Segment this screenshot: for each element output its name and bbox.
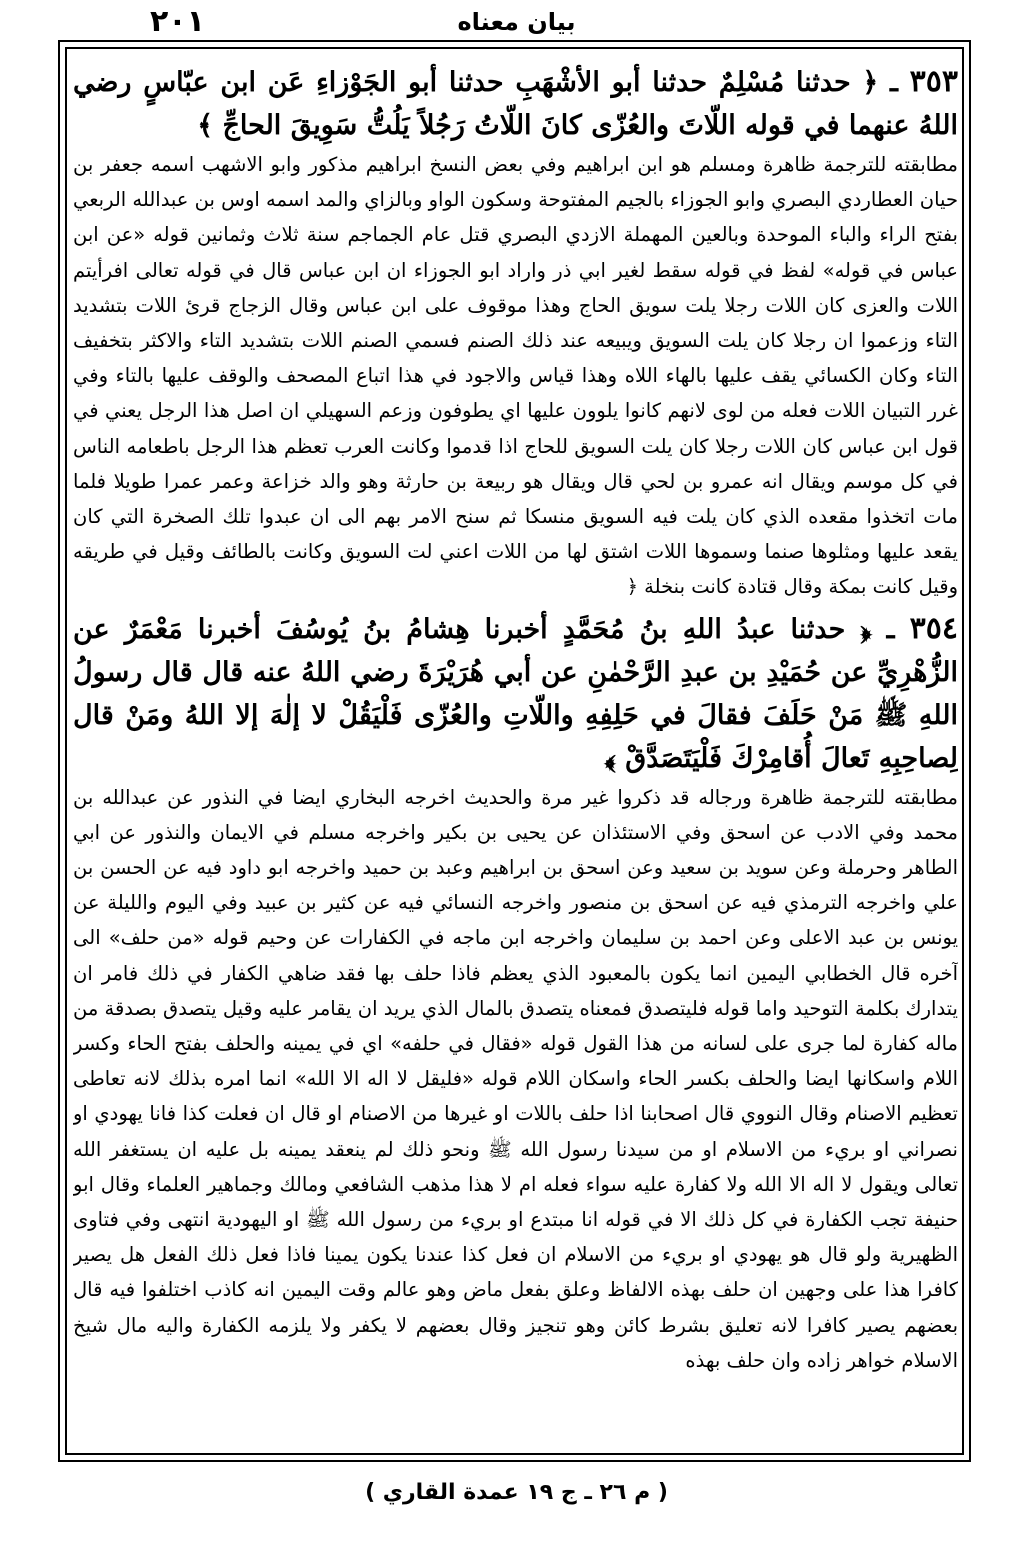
commentary-353: مطابقته للترجمة ظاهرة ومسلم هو ابن ابراهيم وفي بعض النسخ ابراهيم مذكور وابو الاشهب اسمه جعفر بن حيان العطاردي البصري وابو الجوزاء بالجيم المفتوحة وسكون الواو وبالزاي والمد اسمه اوس بن عبدالله الربعي بفتح الراء والباء الموحدة وبالعين المهملة الازدي البصري قتل عام الجماجم سنة ثلاث وثمانين قوله «عن ابن عباس في قوله» لفظ في قوله سقط لغير ابي ذر واراد ابو الجوزاء ان ابن عباس قال في قوله تعالى افرأيتم اللات والعزى كان اللات رجلا يلت سويق الحاج وهذا موقوف على ابن عباس وقال الزجاج قرئ اللات بتشديد التاء وزعموا ان رجلا كان يلت السويق ويبيعه عند ذلك الصنم فسمي الصنم اللات بتشديد التاء والاكثر بتخفيف التاء وكان الكسائي يقف عليها بالهاء اللاه وهذا قياس والاجود في هذا اتباع المصحف والوقف عليها بالتاء وفي غرر التبيان اللات فعله من لوى لانهم كانوا يلوون عليها اي يطوفون وزعم السهيلي ان اصل هذا الرجل يعني في قول ابن عباس كان اللات رجلا كان يلت السويق للحاج اذا قدموا وكانت العرب تعظم هذا الرجل باطعامه الناس في كل موسم ويقال انه عمرو بن لحي قال ويقال هو ربيعة بن حارثة وهو والد خزاعة وعمر عمرا طويلا فلما مات اتخذوا مقعده الذي كان يلت فيه السويق منسكا ثم سنح الامر بهم الى ان عبدوا تلك الصخرة التي كان يقعد عليها ومثلوها صنما وسموها اللات اشتق لها من اللات اعني لت السويق وكانت بالطائف وقيل في طريقه وقيل كانت بمكة وقال قتادة كانت بنخلة ﴿ [73, 153, 958, 599]
hadith-text: ـ ﴿ حدثنا عبدُ اللهِ بنُ مُحَمَّدٍ أخبرنا هِشامُ بنُ يُوسُفَ أخبرنا مَعْمَرٌ عن الزُّهْرِيِّ عن حُمَيْدِ بن عبدِ الرَّحْمٰنِ عن أبي هُرَيْرَةَ رضي اللهُ عنه قال قال رسولُ اللهِ ﷺ مَنْ حَلَفَ فقالَ في حَلِفِهِ واللّاتِ والعُزّى فَلْيَقُلْ لا إلٰهَ إلا اللهُ ومَنْ قال لِصاحِبِهِ تَعالَ أُقامِرْكَ فَلْيَتَصَدَّقْ ﴾ [73, 613, 958, 774]
hadith-number: ٣٥٤ [909, 610, 958, 646]
commentary-354: مطابقته للترجمة ظاهرة ورجاله قد ذكروا غير مرة والحديث اخرجه البخاري ايضا في النذور عن عبدالله بن محمد وفي الادب عن اسحق وفي الاستئذان عن يحيى بن بكير واخرجه مسلم في الايمان والنذور عن ابي الطاهر وحرملة وعن سويد بن سعيد وعن اسحق بن ابراهيم وعبد بن حميد واخرجه ابو داود فيه عن الحسن بن علي واخرجه الترمذي فيه عن اسحق بن منصور واخرجه النسائي فيه عن كثير بن عبيد وفي اليوم والليلة عن يونس بن عبد الاعلى وعن احمد بن سليمان واخرجه ابن ماجه في الكفارات عن وحيم قوله «من حلف» الى آخره قال الخطابي اليمين انما يكون بالمعبود الذي يعظم فاذا حلف بها فقد ضاهي الكفار في ذلك فامر ان يتدارك بكلمة التوحيد واما قوله فليتصدق فمعناه يتصدق بالمال الذي يريد ان يقامر عليه وقيل يتصدق بصدقة من ماله كفارة لما جرى على لسانه من هذا القول قوله «فقال في حلفه» اي في يمينه والحلف بفتح الحاء وكسر اللام واسكانها ايضا والحلف بكسر الحاء واسكان اللام قوله «فليقل لا اله الا الله» انما امره بذلك لانه تعاطى تعظيم الاصنام وقال النووي قال اصحابنا اذا حلف باللات او غيرها من الاصنام او قال ان فعلت كذا فانا يهودي او نصراني او بريء من الاسلام او من سيدنا رسول الله ﷺ ونحو ذلك لم ينعقد يمينه بل عليه ان يستغفر الله تعالى ويقول لا اله الا الله ولا كفارة عليه سواء فعله ام لا هذا مذهب الشافعي ومالك وجماهير العلماء وقال ابو حنيفة تجب الكفارة في كل ذلك الا في قوله انا مبتدع او بريء من رسول الله ﷺ او اليهودية انتهى وفي فتاوى الظهيرية ولو قال هو يهودي او بريء من الاسلام ان فعل كذا عندنا يكون يمينا فاذا فعل ذلك الفعل هل يصير كافرا هذا على وجهين ان حلف بهذه الالفاظ وعلق بفعل ماض وهو عالم وقت اليمين انه كاذب اختلفوا فيه قال بعضهم يصير كافرا لانه تعليق بشرط كائن وهو تنجيز وقال بعضهم لا يكفر ولا يلزمه الكفارة واليه مال شيخ الاسلام خواهر زاده وان حلف بهذه [73, 785, 958, 1372]
page-footer: ( م ٢٦ ـ ج ١٩ عمدة القاري ) [365, 1480, 668, 1505]
page-content [73, 60, 958, 1450]
hadith-354 [73, 607, 958, 780]
hadith-text: ـ ﴿ حدثنا مُسْلِمٌ حدثنا أبو الأشْهَبِ حدثنا أبو الجَوْزاءِ عَن ابن عبّاسٍ رضي اللهُ عنهما في قوله اللّاتَ والعُزّى كانَ اللّاتُ رَجُلاً يَلُتُّ سَوِيقَ الحاجِّ ﴾ [73, 67, 958, 141]
page-number: ٢٠١ [150, 4, 205, 39]
hadith-number: ٣٥٣ [909, 64, 958, 99]
hadith-353 [73, 60, 958, 147]
running-title: بيان معناه [457, 8, 576, 36]
